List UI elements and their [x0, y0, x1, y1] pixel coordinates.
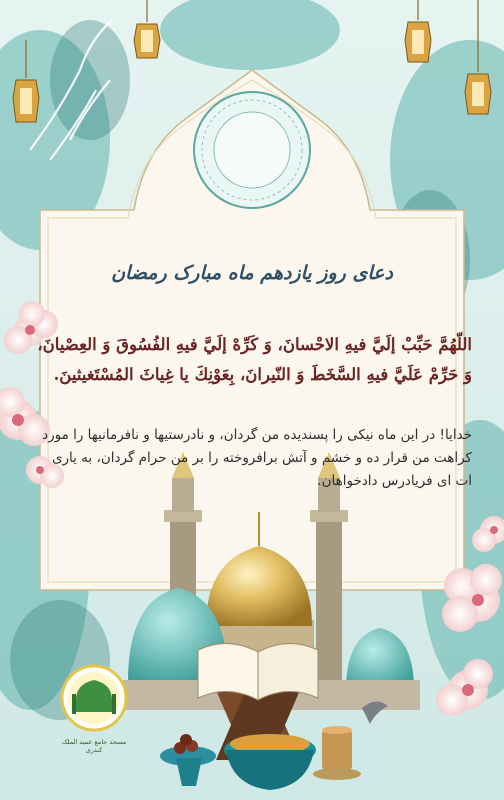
- dua-persian-translation: خدایا! در این ماه نیکی را پسندیده من گردان، و نادرستیها و نافرمانیها را مورد کراهت من قرار ده و خشم و آتش برافروخته را بر من حرام گردان، به یاری ات ای فریادرس دادخواهان.: [42, 427, 472, 489]
- dua-line-2: وَ حَرِّمْ عَلَيَّ فيهِ السَّخَطَ وَ النّيرانَ، بِعَوْنِكَ يا غِياثَ المُسْتَغيثينَ.: [53, 365, 472, 384]
- dua-arabic-text: [34, 330, 472, 390]
- dua-line-1: اللّهُمَّ حَبِّبْ إلَيَّ فيهِ الاحْسانَ، وَ كَرِّهْ إلَيَّ فيهِ الفُسُوقَ وَ العِصْيانَ،: [37, 335, 472, 354]
- logo-caption: مسجد جامع عمید الملک کندری: [61, 738, 127, 754]
- dua-title: دعای روز یازدهم ماه مبارک رمضان: [111, 262, 393, 284]
- calligraphy-medallion: [194, 92, 310, 208]
- mosque-logo: [62, 666, 126, 730]
